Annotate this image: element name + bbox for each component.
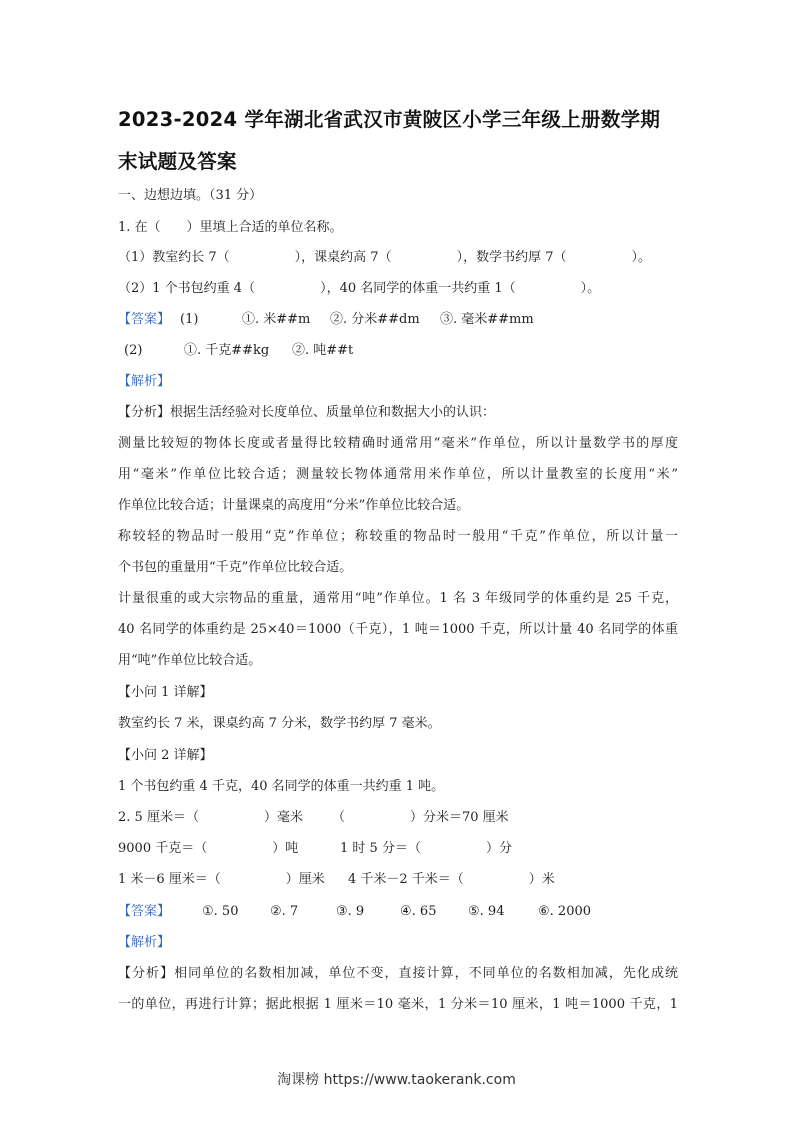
- answer-tag: 【答案】: [118, 312, 171, 327]
- answer-prefix: (1): [180, 312, 199, 327]
- document-title-line-1: 2023-2024 学年湖北省武汉市黄陂区小学三年级上册数学期: [118, 108, 661, 131]
- analysis-line: 个书包的重量用“千克”作单位比较合适。: [118, 560, 353, 575]
- question-2-blank: 1 米－6 厘米＝（ ）厘米: [118, 872, 325, 887]
- question-2-blank: 9000 千克＝（ ）吨: [118, 841, 299, 856]
- answer-item: ①. 50: [202, 904, 239, 919]
- detail-2-text: 1 个书包约重 4 千克，40 名同学的体重一共约重 1 吨。: [118, 779, 445, 794]
- question-2-blank: 4 千米－2 千米＝（ ）米: [348, 872, 555, 887]
- analysis-line: 用“毫米”作单位比较合适；测量较长物体通常用米作单位，所以计量教室的长度用“米”: [118, 467, 678, 482]
- analysis-line: 作单位比较合适；计量课桌的高度用“分米”作单位比较合适。: [118, 498, 470, 513]
- analysis-line: 测量比较短的物体长度或者量得比较精确时通常用“毫米”作单位，所以计量数学书的厚度: [118, 436, 678, 451]
- answer-tag: 【答案】: [118, 904, 171, 919]
- answer-item: ⑤. 94: [468, 904, 505, 919]
- question-2-blank: （ ）分米＝70 厘米: [332, 810, 509, 825]
- question-2-blank: 1 时 5 分＝（ ）分: [340, 841, 512, 856]
- answer-item: ②. 7: [270, 904, 299, 919]
- question-1-part-1: （1）教室约长 7（ ），课桌约高 7（ ），数学书约厚 7（ ）。: [118, 250, 651, 265]
- analysis-line: 【分析】根据生活经验对长度单位、质量单位和数据大小的认识：: [118, 405, 496, 420]
- question-1-stem: 1. 在（ ）里填上合适的单位名称。: [118, 220, 343, 235]
- answer-item: ②. 吨##t: [292, 343, 354, 358]
- analysis-line: 【分析】相同单位的名数相加减，单位不变，直接计算，不同单位的名数相加减，先化成统: [118, 966, 678, 981]
- detail-1-text: 教室约长 7 米，课桌约高 7 分米，数学书约厚 7 毫米。: [118, 716, 441, 731]
- analysis-line: 称较轻的物品时一般用“克”作单位；称较重的物品时一般用“千克”作单位，所以计量一: [118, 529, 678, 544]
- section-heading: 一、边想边填。（31 分）: [118, 188, 263, 203]
- analysis-tag: 【解析】: [118, 374, 171, 389]
- detail-1-tag: 【小问 1 详解】: [118, 685, 213, 700]
- answer-item: ③. 9: [336, 904, 365, 919]
- answer-item: ⑥. 2000: [538, 904, 592, 919]
- analysis-line: 一的单位，再进行计算；据此根据 1 厘米＝10 毫米，1 分米＝10 厘米，1 吨＝1000 千克，1: [118, 997, 678, 1012]
- page-footer-watermark: 淘课榜 https://www.taokerank.com: [277, 1072, 516, 1088]
- question-1-part-2: （2）1 个书包约重 4（ ），40 名同学的体重一共约重 1（ ）。: [118, 281, 601, 296]
- answer-item: ①. 米##m: [242, 312, 311, 327]
- analysis-line: 用“吨”作单位比较合适。: [118, 653, 262, 668]
- analysis-line: 计量很重的或大宗物品的重量，通常用“吨”作单位。1 名 3 年级同学的体重约是 25 千克，: [118, 591, 678, 606]
- answer-item: ④. 65: [400, 904, 437, 919]
- answer-item: ②. 分米##dm: [330, 312, 420, 327]
- question-2-blank: 2. 5 厘米＝（ ）毫米: [118, 810, 303, 825]
- detail-2-tag: 【小问 2 详解】: [118, 748, 213, 763]
- answer-prefix: (2): [124, 343, 143, 358]
- document-title-line-2: 末试题及答案: [118, 150, 237, 173]
- answer-item: ①. 千克##kg: [184, 343, 270, 358]
- analysis-line: 40 名同学的体重约是 25×40＝1000（千克），1 吨＝1000 千克，所以计量 40 名同学的体重: [118, 622, 678, 637]
- answer-item: ③. 毫米##mm: [440, 312, 534, 327]
- analysis-tag: 【解析】: [118, 935, 171, 950]
